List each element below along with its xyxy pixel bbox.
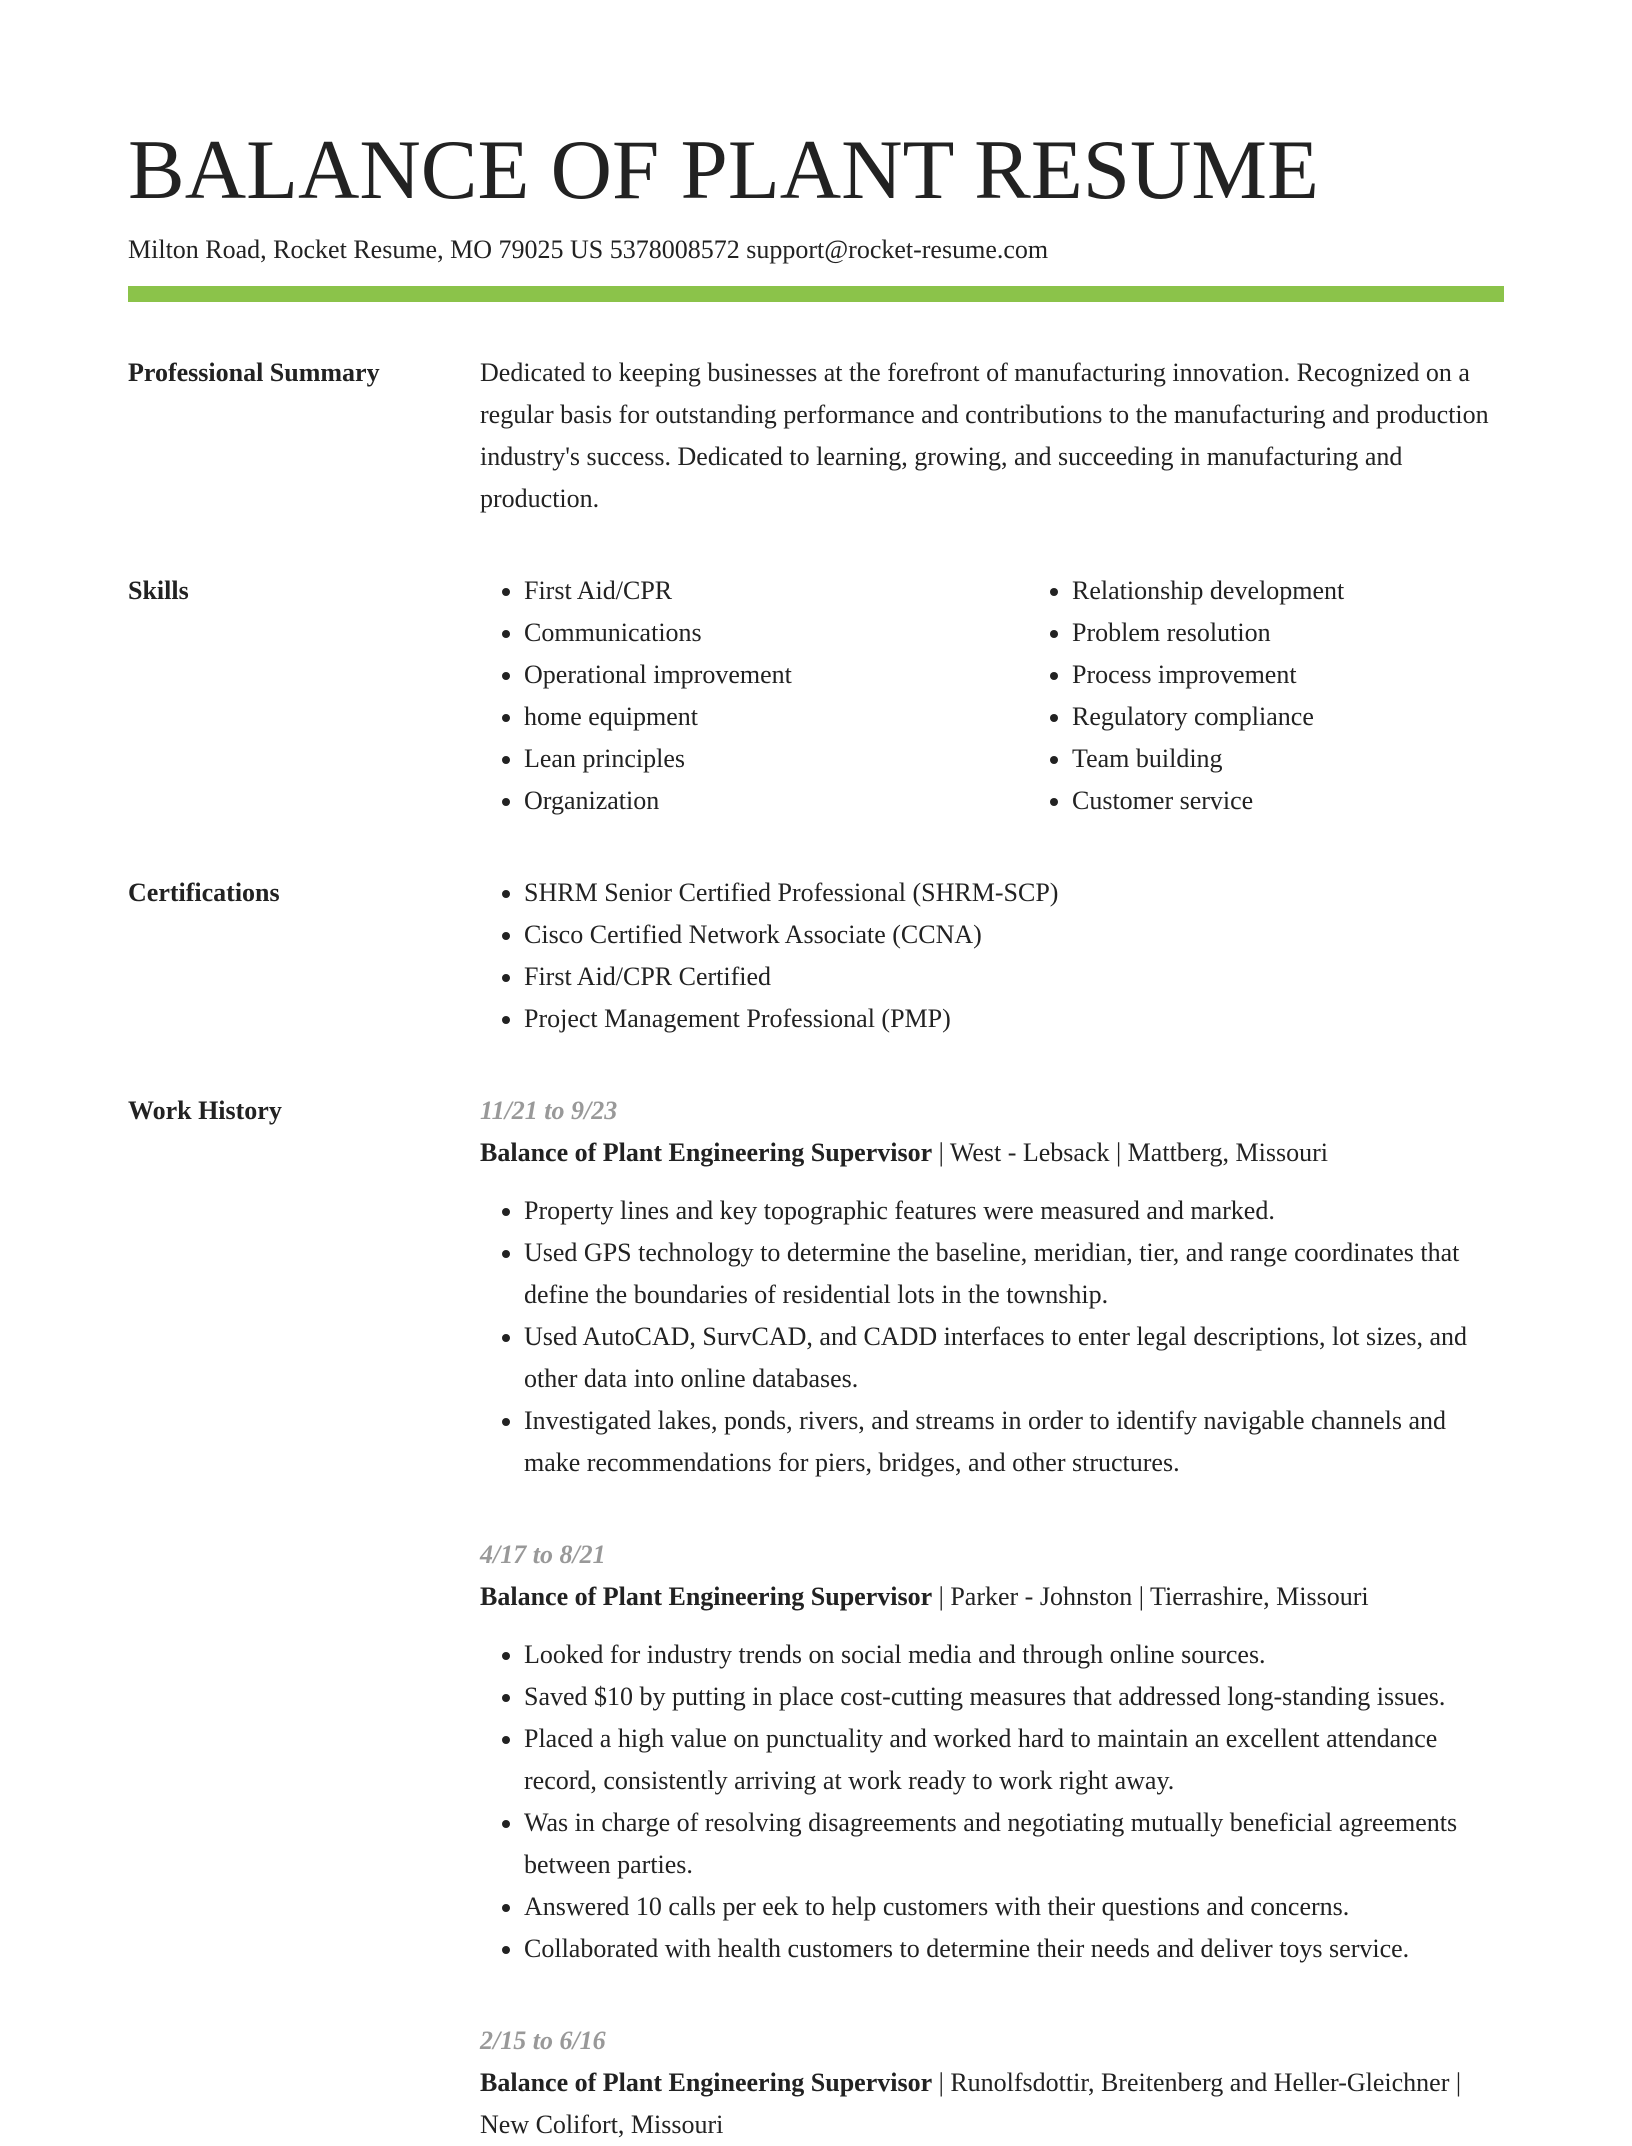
section-label-work-history: Work History — [128, 1096, 282, 1125]
job-bullet: • Looked for industry trends on social media and through online sources. — [524, 1634, 1504, 1676]
certification-item: • First Aid/CPR Certified — [524, 956, 1504, 998]
skill-item: • home equipment — [524, 696, 1028, 738]
job-bullet: • Saved $10 by putting in place cost-cutting measures that addressed long-standing issues. — [524, 1676, 1504, 1718]
job-title: Balance of Plant Engineering Supervisor — [480, 1582, 933, 1611]
contact-line: Milton Road, Rocket Resume, MO 79025 US 5378008572 support@rocket-resume.com — [128, 235, 1049, 264]
certification-item: • SHRM Senior Certified Professional (SHRM-SCP) — [524, 872, 1504, 914]
job-bullets — [480, 1190, 1504, 1484]
certification-item: • Cisco Certified Network Associate (CCNA) — [524, 914, 1504, 956]
section-label-certifications: Certifications — [128, 878, 280, 907]
skill-item: • Relationship development — [1072, 570, 1576, 612]
certification-item: • Project Management Professional (PMP) — [524, 998, 1504, 1040]
job-bullet: • Answered 10 calls per eek to help customers with their questions and concerns. — [524, 1886, 1504, 1928]
skill-item: • Communications — [524, 612, 1028, 654]
job-bullet: • Placed a high value on punctuality and worked hard to maintain an excellent attendance record, consistently arriving at work ready to work right away. — [524, 1718, 1504, 1802]
job-entry — [480, 1534, 1504, 1970]
job-title-line — [480, 2062, 1504, 2146]
skills-list-col1 — [480, 570, 1028, 822]
job-bullet: • Was in charge of resolving disagreements and negotiating mutually beneficial agreements between parties. — [524, 1802, 1504, 1886]
job-bullet: • Investigated lakes, ponds, rivers, and streams in order to identify navigable channels and make recommendations for piers, bridges, and other structures. — [524, 1400, 1504, 1484]
job-bullet: • Property lines and key topographic features were measured and marked. — [524, 1190, 1504, 1232]
job-bullets — [480, 1634, 1504, 1970]
section-label-skills: Skills — [128, 576, 189, 605]
professional-summary-section — [128, 352, 1504, 520]
skill-item: • Process improvement — [1072, 654, 1576, 696]
certifications-list — [480, 872, 1504, 1040]
job-title: Balance of Plant Engineering Supervisor — [480, 1138, 933, 1167]
summary-text: Dedicated to keeping businesses at the forefront of manufacturing innovation. Recognized on a regular basis for outstanding performance and contributions to the manufacturing and production industry's success. Dedicated to learning, growing, and succeeding in manufacturing and production. — [480, 358, 1489, 513]
skills-columns — [480, 570, 1576, 822]
resume-title: BALANCE OF PLANT RESUME — [128, 123, 1319, 217]
skill-item: • Problem resolution — [1072, 612, 1576, 654]
job-employer: | Parker - Johnston | Tierrashire, Missouri — [932, 1582, 1369, 1611]
work-history-body — [480, 1090, 1504, 2146]
section-label-summary: Professional Summary — [128, 358, 380, 387]
job-title-line — [480, 1132, 1504, 1174]
job-title: Balance of Plant Engineering Supervisor — [480, 2068, 933, 2097]
job-bullet: • Used AutoCAD, SurvCAD, and CADD interfaces to enter legal descriptions, lot sizes, and other data into online databases. — [524, 1316, 1504, 1400]
skill-item: • Team building — [1072, 738, 1576, 780]
job-dates: 11/21 to 9/23 — [480, 1096, 618, 1125]
job-title-line — [480, 1576, 1504, 1618]
skill-item: • Lean principles — [524, 738, 1028, 780]
skill-item: • First Aid/CPR — [524, 570, 1028, 612]
skill-item: • Customer service — [1072, 780, 1576, 822]
job-entry — [480, 1090, 1504, 1484]
job-dates: 2/15 to 6/16 — [480, 2026, 606, 2055]
skills-list-col2 — [1028, 570, 1576, 822]
certifications-body — [480, 872, 1504, 1040]
job-bullet: • Used GPS technology to determine the baseline, meridian, tier, and range coordinates that define the boundaries of residential lots in the township. — [524, 1232, 1504, 1316]
job-dates: 4/17 to 8/21 — [480, 1540, 606, 1569]
certifications-section — [128, 872, 1504, 1040]
work-history-section — [128, 1090, 1504, 2146]
job-entry — [480, 2020, 1504, 2146]
skill-item: • Regulatory compliance — [1072, 696, 1576, 738]
job-employer: | Runolfsdottir, Breitenberg and Heller-Gleichner | New Colifort, Missouri — [480, 2068, 1462, 2139]
job-employer: | West - Lebsack | Mattberg, Missouri — [932, 1138, 1328, 1167]
resume-page — [128, 120, 1504, 2146]
skills-section — [128, 570, 1504, 822]
skill-item: • Operational improvement — [524, 654, 1028, 696]
accent-divider — [128, 286, 1504, 302]
job-bullet: • Collaborated with health customers to determine their needs and deliver toys service. — [524, 1928, 1504, 1970]
skill-item: • Organization — [524, 780, 1028, 822]
